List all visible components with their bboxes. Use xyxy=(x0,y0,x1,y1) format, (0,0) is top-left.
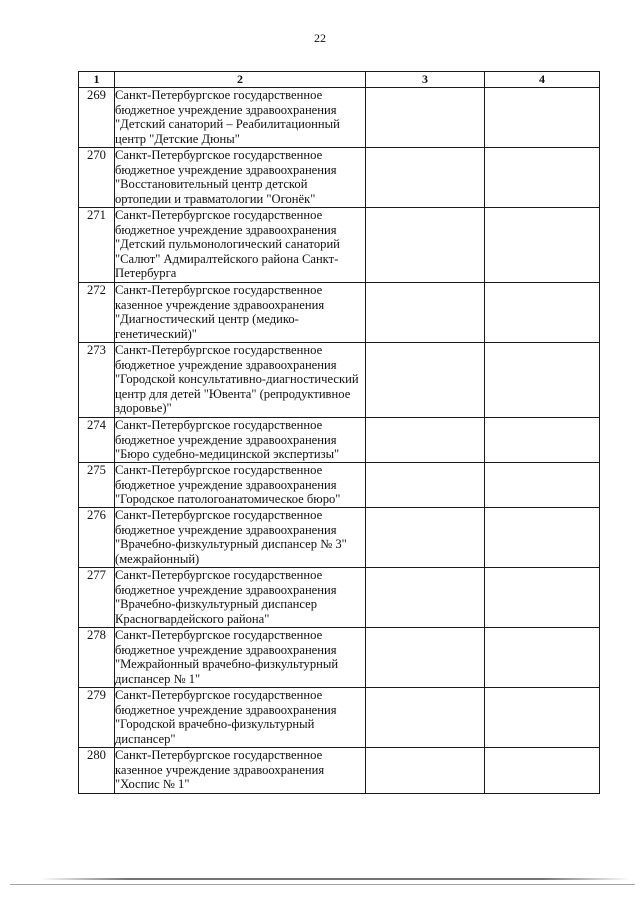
cell-col-3 xyxy=(366,748,485,794)
cell-col-3 xyxy=(366,568,485,628)
table-row xyxy=(79,418,600,463)
scan-edge-line xyxy=(40,878,630,880)
row-number: 277 xyxy=(79,568,115,628)
cell-col-4 xyxy=(485,88,600,148)
row-number: 275 xyxy=(79,463,115,508)
cell-col-4 xyxy=(485,688,600,748)
cell-col-4 xyxy=(485,148,600,208)
institution-name: Санкт-Петербургское государственное бюджетное учреждение здравоохранения "Врачебно-физкультурный диспансер № 3" (межрайонный) xyxy=(115,508,366,568)
institution-name: Санкт-Петербургское государственное бюджетное учреждение здравоохранения "Городское патологоанатомическое бюро" xyxy=(115,463,366,508)
institution-name: Санкт-Петербургское государственное бюджетное учреждение здравоохранения "Межрайонный врачебно-физкультурный диспансер № 1" xyxy=(115,628,366,688)
table-row xyxy=(79,283,600,343)
table-row xyxy=(79,88,600,148)
cell-col-4 xyxy=(485,463,600,508)
cell-col-4 xyxy=(485,508,600,568)
header-col-4: 4 xyxy=(485,72,600,88)
institution-name: Санкт-Петербургское государственное казенное учреждение здравоохранения "Хоспис № 1" xyxy=(115,748,366,794)
row-number: 274 xyxy=(79,418,115,463)
table-row xyxy=(79,628,600,688)
table-row xyxy=(79,688,600,748)
page-number: 22 xyxy=(314,31,326,45)
cell-col-4 xyxy=(485,568,600,628)
cell-col-4 xyxy=(485,418,600,463)
table-row xyxy=(79,463,600,508)
cell-col-3 xyxy=(366,343,485,418)
institution-name: Санкт-Петербургское государственное бюджетное учреждение здравоохранения "Врачебно-физкультурный диспансер Красногвардейского района" xyxy=(115,568,366,628)
cell-col-4 xyxy=(485,283,600,343)
table-row xyxy=(79,343,600,418)
table-row xyxy=(79,568,600,628)
row-number: 276 xyxy=(79,508,115,568)
cell-col-3 xyxy=(366,508,485,568)
header-col-1: 1 xyxy=(79,72,115,88)
table-row xyxy=(79,748,600,794)
cell-col-3 xyxy=(366,208,485,283)
institution-name: Санкт-Петербургское государственное бюджетное учреждение здравоохранения "Бюро судебно-медицинской экспертизы" xyxy=(115,418,366,463)
institution-name: Санкт-Петербургское государственное бюджетное учреждение здравоохранения "Городской консультативно-диагностический центр для детей "Ювента" (репродуктивное здоровье)" xyxy=(115,343,366,418)
scan-edge-line xyxy=(10,884,635,885)
header-row xyxy=(79,72,600,88)
table-row xyxy=(79,148,600,208)
cell-col-3 xyxy=(366,688,485,748)
institution-name: Санкт-Петербургское государственное бюджетное учреждение здравоохранения "Восстановительный центр детской ортопедии и травматологии "Огонёк" xyxy=(115,148,366,208)
table-row xyxy=(79,508,600,568)
registry-table-container xyxy=(78,71,599,794)
registry-table xyxy=(78,71,600,794)
row-number: 278 xyxy=(79,628,115,688)
cell-col-3 xyxy=(366,418,485,463)
row-number: 270 xyxy=(79,148,115,208)
cell-col-4 xyxy=(485,343,600,418)
institution-name: Санкт-Петербургское государственное бюджетное учреждение здравоохранения "Городской врачебно-физкультурный диспансер" xyxy=(115,688,366,748)
row-number: 279 xyxy=(79,688,115,748)
institution-name: Санкт-Петербургское государственное бюджетное учреждение здравоохранения "Детский санаторий – Реабилитационный центр "Детские Дюны" xyxy=(115,88,366,148)
cell-col-3 xyxy=(366,148,485,208)
row-number: 272 xyxy=(79,283,115,343)
cell-col-4 xyxy=(485,628,600,688)
institution-name: Санкт-Петербургское государственное казенное учреждение здравоохранения "Диагностический центр (медико-генетический)" xyxy=(115,283,366,343)
header-col-2: 2 xyxy=(115,72,366,88)
row-number: 271 xyxy=(79,208,115,283)
cell-col-3 xyxy=(366,463,485,508)
cell-col-4 xyxy=(485,748,600,794)
cell-col-4 xyxy=(485,208,600,283)
row-number: 269 xyxy=(79,88,115,148)
row-number: 273 xyxy=(79,343,115,418)
institution-name: Санкт-Петербургское государственное бюджетное учреждение здравоохранения "Детский пульмонологический санаторий "Салют" Адмиралтейского района Санкт-Петербурга xyxy=(115,208,366,283)
cell-col-3 xyxy=(366,88,485,148)
header-col-3: 3 xyxy=(366,72,485,88)
cell-col-3 xyxy=(366,628,485,688)
table-row xyxy=(79,208,600,283)
row-number: 280 xyxy=(79,748,115,794)
cell-col-3 xyxy=(366,283,485,343)
